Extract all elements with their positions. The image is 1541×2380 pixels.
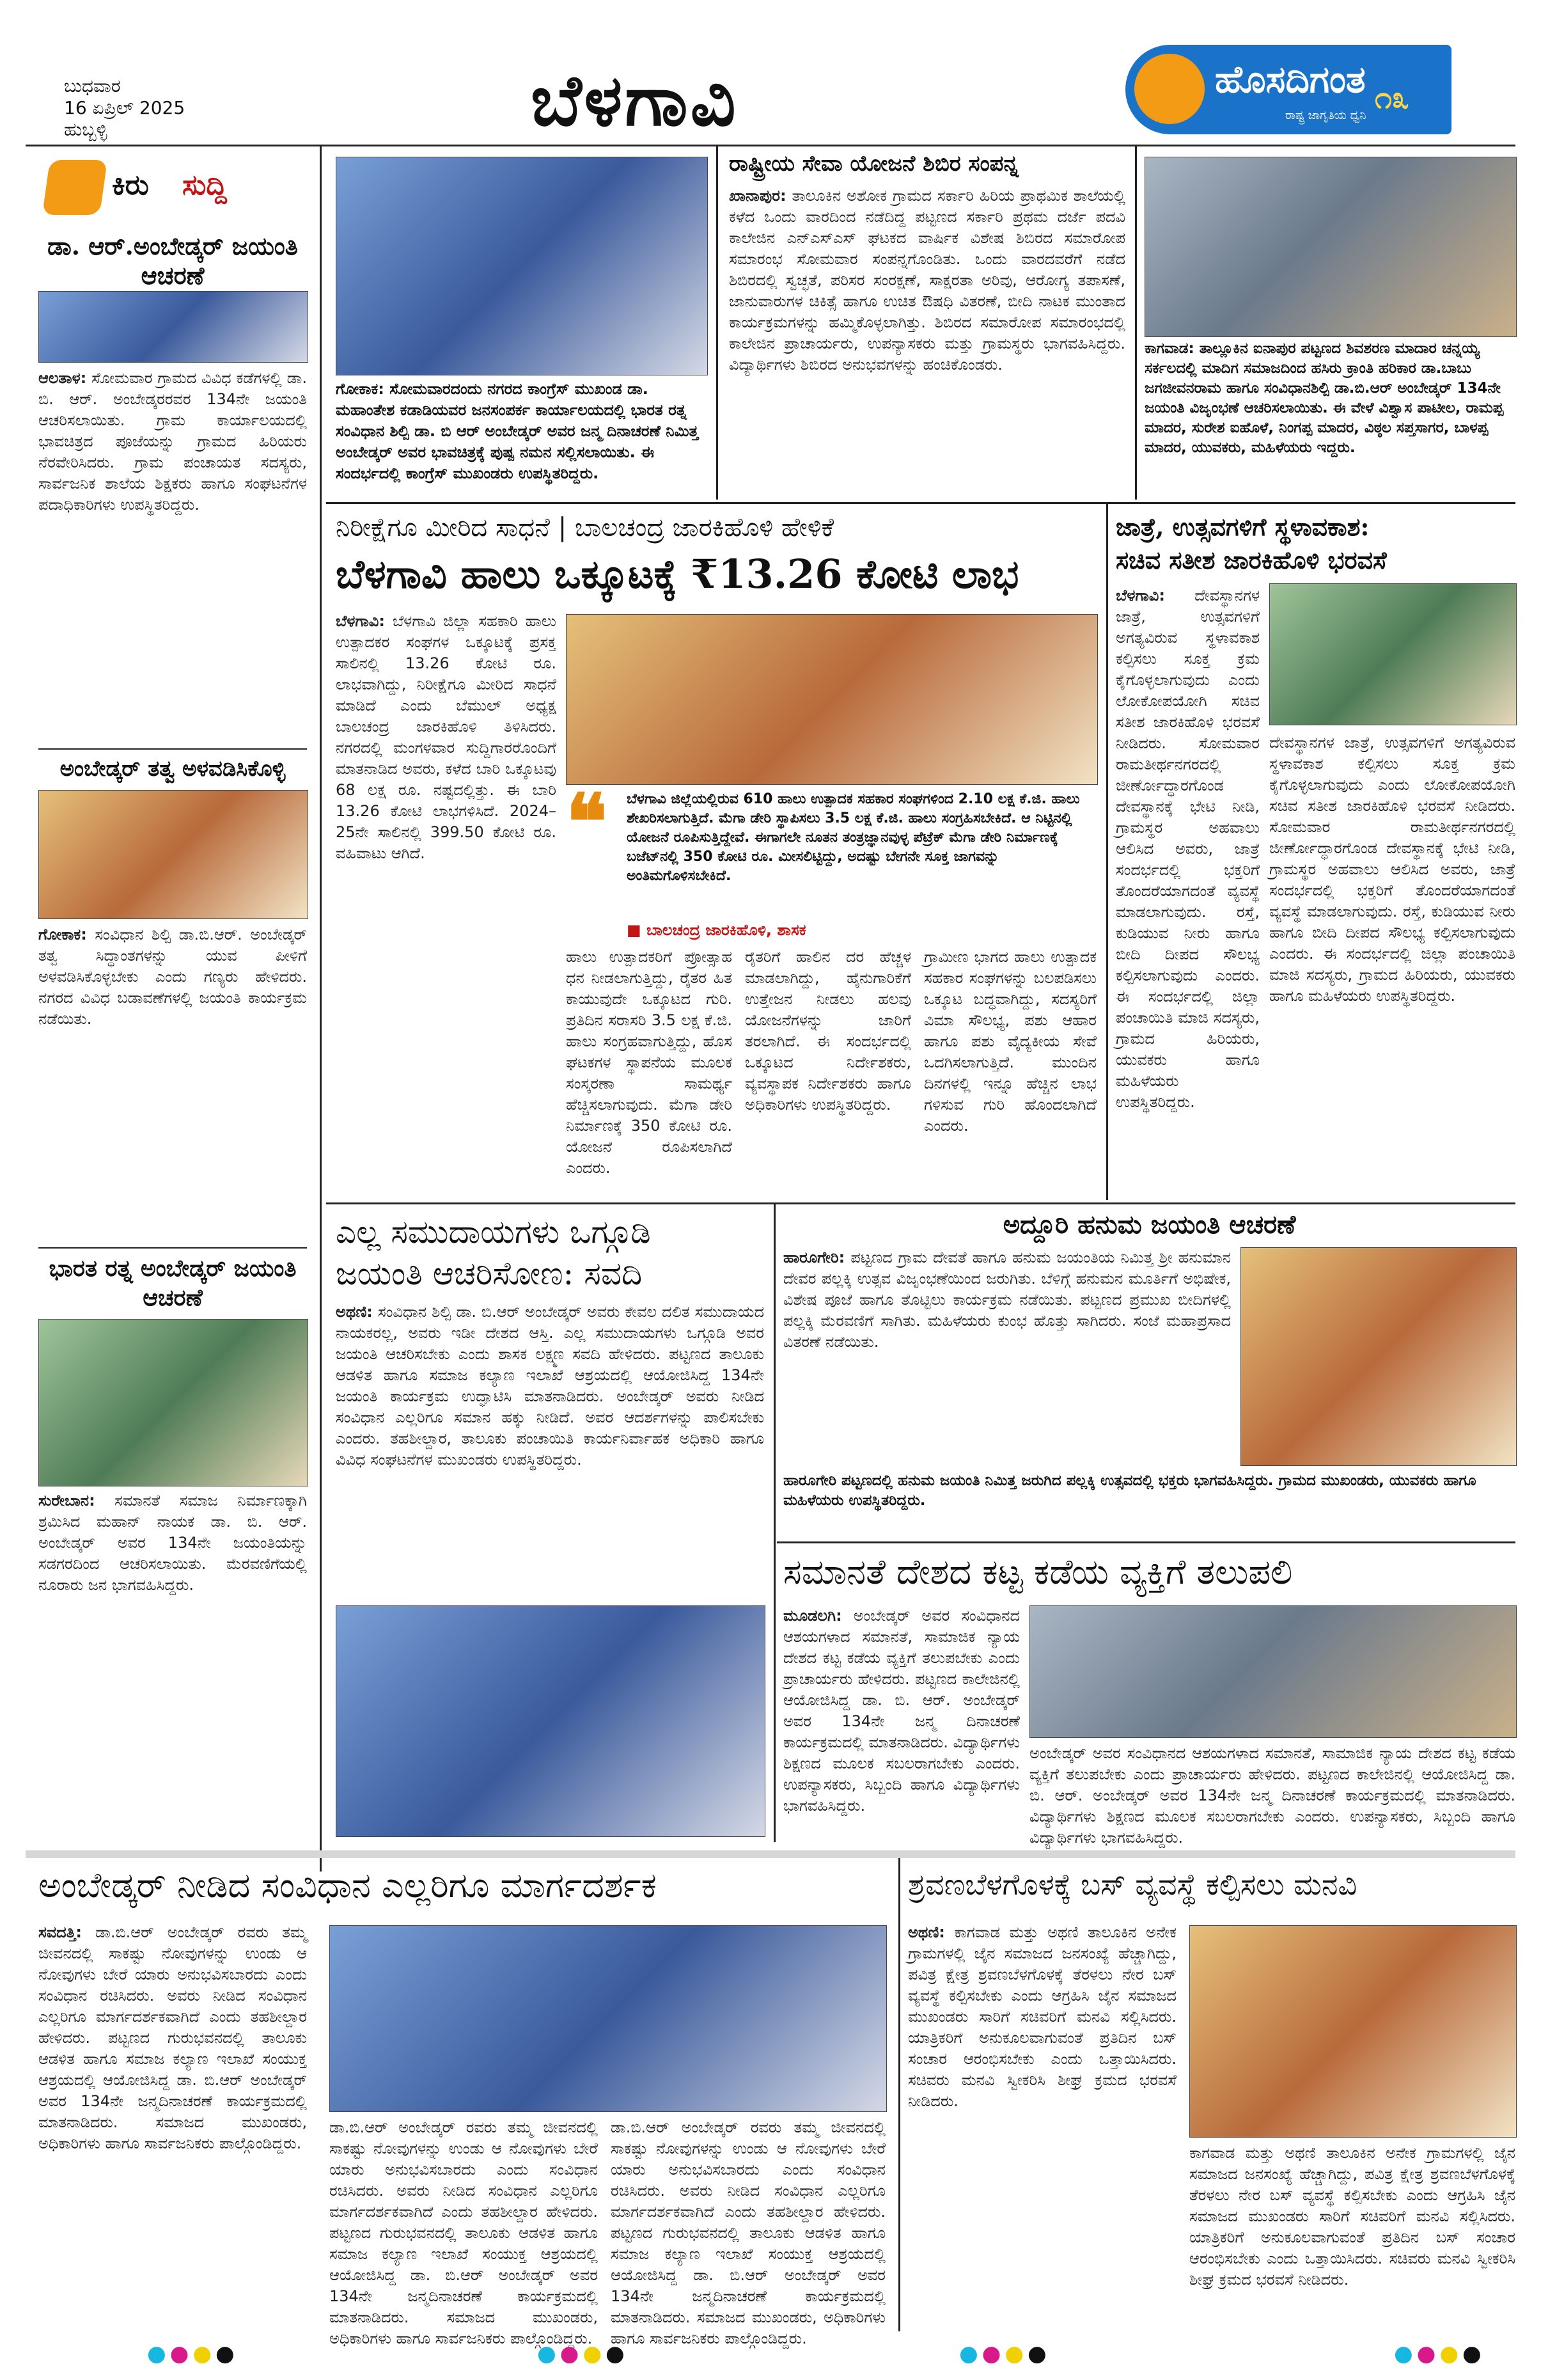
milk-headline: ಬೆಳಗಾವಿ ಹಾಲು ಒಕ್ಕೂಟಕ್ಕೆ ₹13.26 ಕೋಟಿ ಲಾಭ <box>336 551 1019 597</box>
constitution-headline: ಅಂಬೇಡ್ಕರ್ ನೀಡಿದ ಸಂವಿಧಾನ ಎಲ್ಲರಿಗೂ ಮಾರ್ಗದರ್ಶಕ <box>38 1865 657 1905</box>
masthead-city: ಹುಬ್ಬಳ್ಳಿ <box>64 119 107 140</box>
equality-body-continued: ಅಂಬೇಡ್ಕರ್ ಅವರ ಸಂವಿಧಾನದ ಆಶಯಗಳಾದ ಸಮಾನತೆ, ಸಾಮಾಜಿಕ ನ್ಯಾಯ ದೇಶದ ಕಟ್ಟ ಕಡೆಯ ವ್ಯಕ್ತಿಗೆ ತಲುಪಬೇಕು ಎಂದು ಪ್ರಾಚಾರ್ಯರು ಹೇಳಿದರು. ಪಟ್ಟಣದ ಕಾಲೇಜಿನಲ್ಲಿ ಆಯೋಜಿಸಿದ್ದ ಡಾ. ಬಿ. ಆರ್. ಅಂಬೇಡ್ಕರ್ ಅವರ 134ನೇ ಜನ್ಮ ದಿನಾಚರಣೆ ಕಾರ್ಯಕ್ರಮದಲ್ಲಿ ಮಾತನಾಡಿದರು. ವಿದ್ಯಾರ್ಥಿಗಳು ಶಿಕ್ಷಣದ ಮೂಲಕ ಸಬಲರಾಗಬೇಕು ಎಂದರು. ಉಪನ್ಯಾಸಕರು, ಸಿಬ್ಬಂದಿ ಹಾಗೂ ವಿದ್ಯಾರ್ಥಿಗಳು ಭಾಗವಹಿಸಿದ್ದರು. <box>1029 1744 1515 1847</box>
brief-1-dateline: ಆಲತಾಳ: <box>38 369 87 387</box>
page-number: ೧೩ <box>1375 80 1409 116</box>
masthead-rule <box>26 145 1515 146</box>
equality-headline: ಸಮಾನತೆ ದೇಶದ ಕಟ್ಟ ಕಡೆಯ ವ್ಯಕ್ತಿಗೆ ತಲುಪಲಿ <box>783 1552 1293 1592</box>
brief-2-body <box>38 924 307 1244</box>
brief-divider <box>38 748 307 750</box>
kagwad-photo <box>1145 157 1517 337</box>
brief-3-text: ಸಮಾನತೆ ಸಮಾಜ ನಿರ್ಮಾಣಕ್ಕಾಗಿ ಶ್ರಮಿಸಿದ ಮಹಾನ್ ನಾಯಕ ಡಾ. ಬಿ. ಆರ್. ಅಂಬೇಡ್ಕರ್ ಅವರ 134ನೇ ಜಯಂತಿಯನ್ನು ಸಡಗರದಿಂದ ಆಚರಿಸಲಾಯಿತು. ಮೆರವಣಿಗೆಯಲ್ಲಿ ನೂರಾರು ಜನ ಭಾಗವಹಿಸಿದ್ದರು. <box>38 1492 307 1594</box>
brief-1-text: ಸೋಮವಾರ ಗ್ರಾಮದ ವಿವಿಧ ಕಡೆಗಳಲ್ಲಿ ಡಾ. ಬಿ. ಆರ್. ಅಂಬೇಡ್ಕರರವರ 134ನೇ ಜಯಂತಿ ಆಚರಿಸಲಾಯಿತು. ಗ್ರಾಮ ಕಾರ್ಯಾಲಯದಲ್ಲಿ ಭಾವಚಿತ್ರದ ಪೂಜೆಯನ್ನು ಗ್ರಾಮದ ಹಿರಿಯರು ನೆರವೇರಿಸಿದರು. ಗ್ರಾಮ ಪಂಚಾಯತ ಸದಸ್ಯರು, ಸಾರ್ವಜನಿಕ ಶಾಲೆಯ ಶಿಕ್ಷಕರು ಹಾಗೂ ಸಂಘಟನೆಗಳ ಪದಾಧಿಕಾರಿಗಳು ಉಪಸ್ಥಿತರಿದ್ದರು. <box>38 369 307 514</box>
masthead-date: 16 ಏಪ್ರಿಲ್ 2025 <box>64 97 185 118</box>
nss-text: ತಾಲೂಕಿನ ಅಶೋಕ ಗ್ರಾಮದ ಸರ್ಕಾರಿ ಹಿರಿಯ ಪ್ರಾಥಮಿಕ ಶಾಲೆಯಲ್ಲಿ ಕಳೆದ ಒಂದು ವಾರದಿಂದ ನಡೆದಿದ್ದ ಪಟ್ಟಣದ ಸರ್ಕಾರಿ ಪ್ರಥಮ ದರ್ಜೆ ಪದವಿ ಕಾಲೇಜಿನ ಎನ್ಎಸ್ಎಸ್ ಘಟಕದ ವಾರ್ಷಿಕ ವಿಶೇಷ ಶಿಬಿರದ ಸಮಾರೋಪ ಸಮಾರಂಭ ಸೋಮವಾರ ಸಂಪನ್ನಗೊಂಡಿತು. ಒಂದು ವಾರದವರೆಗೆ ನಡೆದ ಶಿಬಿರದಲ್ಲಿ ಸ್ವಚ್ಛತೆ, ಪರಿಸರ ಸಂರಕ್ಷಣೆ, ಸಾಕ್ಷರತಾ ಅರಿವು, ಆರೋಗ್ಯ ತಪಾಸಣೆ, ಜಾನುವಾರುಗಳ ಚಿಕಿತ್ಸೆ ಹಾಗೂ ಉಚಿತ ಔಷಧಿ ವಿತರಣೆ, ಬೀದಿ ನಾಟಕ ಮುಂತಾದ ಕಾರ್ಯಕ್ರಮಗಳನ್ನು ಹಮ್ಮಿಕೊಳ್ಳಲಾಗಿತ್ತು. ಶಿಬಿರದ ಸಮಾರೋಪ ಸಮಾರಂಭದಲ್ಲಿ ಕಾಲೇಜಿನ ಪ್ರಾಚಾರ್ಯರು, ಉಪನ್ಯಾಸಕರು ಮತ್ತು ಗ್ರಾಮಸ್ಥರು ಭಾಗವಹಿಸಿದ್ದರು. ವಿದ್ಯಾರ್ಥಿಗಳು ಶಿಬಿರದ ಅನುಭವಗಳನ್ನು ಹಂಚಿಕೊಂಡರು. <box>729 187 1125 374</box>
milk-col-2: ಹಾಲು ಉತ್ಪಾದಕರಿಗೆ ಪ್ರೋತ್ಸಾಹ ಧನ ನೀಡಲಾಗುತ್ತಿದ್ದು, ರೈತರ ಹಿತ ಕಾಯುವುದೇ ಒಕ್ಕೂಟದ ಗುರಿ. ಪ್ರತಿದಿನ ಸರಾಸರಿ 3.5 ಲಕ್ಷ ಕೆ.ಜಿ. ಹಾಲು ಸಂಗ್ರಹವಾಗುತ್ತಿದ್ದು, ಹೊಸ ಘಟಕಗಳ ಸ್ಥಾಪನೆಯ ಮೂಲಕ ಸಂಸ್ಕರಣಾ ಸಾಮರ್ಥ್ಯ ಹೆಚ್ಚಿಸಲಾಗುವುದು. ಮೆಗಾ ಡೇರಿ ನಿರ್ಮಾಣಕ್ಕೆ 350 ಕೋಟಿ ರೂ. ಯೋಜನೆ ರೂಪಿಸಲಾಗಿದೆ ಎಂದರು. <box>566 948 732 1177</box>
brief-2-text: ಸಂವಿಧಾನ ಶಿಲ್ಪಿ ಡಾ.ಬಿ.ಆರ್. ಅಂಬೇಡ್ಕರ್ ತತ್ವ ಸಿದ್ಧಾಂತಗಳನ್ನು ಯುವ ಪೀಳಿಗೆ ಅಳವಡಿಸಿಕೊಳ್ಳಬೇಕು ಎಂದು ಗಣ್ಯರು ಹೇಳಿದರು. ನಗರದ ವಿವಿಧ ಬಡಾವಣೆಗಳಲ್ಲಿ ಜಯಂತಿ ಕಾರ್ಯಕ್ರಮ ನಡೆಯಿತು. <box>38 926 307 1028</box>
bottom-band-rule <box>26 1850 1515 1858</box>
savadi-headline-2: ಜಯಂತಿ ಆಚರಿಸೋಣ: ಸವದಿ <box>336 1255 643 1292</box>
hand-point-icon <box>42 160 107 215</box>
logo-name: ಹೊಸದಿಗಂತ <box>1215 58 1366 101</box>
nss-dateline: ಖಾನಾಪುರ: <box>729 187 786 205</box>
milk-col-4: ಗ್ರಾಮೀಣ ಭಾಗದ ಹಾಲು ಉತ್ಪಾದಕ ಸಹಕಾರ ಸಂಘಗಳನ್ನು ಬಲಪಡಿಸಲು ಒಕ್ಕೂಟ ಬದ್ಧವಾಗಿದ್ದು, ಸದಸ್ಯರಿಗೆ ವಿಮಾ ಸೌಲಭ್ಯ, ಪಶು ಆಹಾರ ಹಾಗೂ ಪಶು ವೈದ್ಯಕೀಯ ಸೇವೆ ಒದಗಿಸಲಾಗುತ್ತಿದೆ. ಮುಂದಿನ ದಿನಗಳಲ್ಲಿ ಇನ್ನೂ ಹೆಚ್ಚಿನ ಲಾಭ ಗಳಿಸುವ ಗುರಿ ಹೊಂದಲಾಗಿದೆ ಎಂದರು. <box>924 948 1097 1135</box>
equality-text: ಅಂಬೇಡ್ಕರ್ ಅವರ ಸಂವಿಧಾನದ ಆಶಯಗಳಾದ ಸಮಾನತೆ, ಸಾಮಾಜಿಕ ನ್ಯಾಯ ದೇಶದ ಕಟ್ಟ ಕಡೆಯ ವ್ಯಕ್ತಿಗೆ ತಲುಪಬೇಕು ಎಂದು ಪ್ರಾಚಾರ್ಯರು ಹೇಳಿದರು. ಪಟ್ಟಣದ ಕಾಲೇಜಿನಲ್ಲಿ ಆಯೋಜಿಸಿದ್ದ ಡಾ. ಬಿ. ಆರ್. ಅಂಬೇಡ್ಕರ್ ಅವರ 134ನೇ ಜನ್ಮ ದಿನಾಚರಣೆ ಕಾರ್ಯಕ್ರಮದಲ್ಲಿ ಮಾತನಾಡಿದರು. ವಿದ್ಯಾರ್ಥಿಗಳು ಶಿಕ್ಷಣದ ಮೂಲಕ ಸಬಲರಾಗಬೇಕು ಎಂದರು. ಉಪನ್ಯಾಸಕರು, ಸಿಬ್ಬಂದಿ ಹಾಗೂ ವಿದ್ಯಾರ್ಥಿಗಳು ಭಾಗವಹಿಸಿದ್ದರು. <box>783 1607 1020 1815</box>
registration-marks: ●●●● <box>537 2341 629 2367</box>
column-rule <box>774 1202 776 1842</box>
gokak-photo <box>336 157 708 375</box>
constitution-photo <box>329 1925 887 2112</box>
equality-body <box>783 1605 1020 1836</box>
equality-dateline: ಮೂಡಲಗಿ: <box>783 1607 842 1625</box>
constitution-body-col-2: ಡಾ.ಬಿ.ಆರ್ ಅಂಬೇಡ್ಕರ್ ರವರು ತಮ್ಮ ಜೀವನದಲ್ಲಿ ಸಾಕಷ್ಟು ನೋವುಗಳನ್ನು ಉಂಡು ಆ ನೋವುಗಳು ಬೇರೆ ಯಾರು ಅನುಭವಿಸಬಾರದು ಎಂದು ಸಂವಿಧಾನ ರಚಿಸಿದರು. ಅವರು ನೀಡಿದ ಸಂವಿಧಾನ ಎಲ್ಲರಿಗೂ ಮಾರ್ಗದರ್ಶಕವಾಗಿದೆ ಎಂದು ತಹಶೀಲ್ದಾರ ಹೇಳಿದರು. ಪಟ್ಟಣದ ಗುರುಭವನದಲ್ಲಿ ತಾಲೂಕು ಆಡಳಿತ ಹಾಗೂ ಸಮಾಜ ಕಲ್ಯಾಣ ಇಲಾಖೆ ಸಂಯುಕ್ತ ಆಶ್ರಯದಲ್ಲಿ ಆಯೋಜಿಸಿದ್ದ ಡಾ. ಬಿ.ಆರ್ ಅಂಬೇಡ್ಕರ್ ಅವರ 134ನೇ ಜನ್ಮದಿನಾಚರಣೆ ಕಾರ್ಯಕ್ರಮದಲ್ಲಿ ಮಾತನಾಡಿದರು. ಸಮಾಜದ ಮುಖಂಡರು, ಅಧಿಕಾರಿಗಳು ಹಾಗೂ ಸಾರ್ವಜನಿಕರು ಪಾಲ್ಗೊಂಡಿದ್ದರು. <box>329 2118 598 2347</box>
bus-body <box>908 1922 1177 2331</box>
brief-label-b: ಸುದ್ದಿ <box>182 169 227 201</box>
fair-text: ದೇವಸ್ಥಾನಗಳ ಜಾತ್ರೆ, ಉತ್ಸವಗಳಿಗೆ ಅಗತ್ಯವಿರುವ ಸ್ಥಳಾವಕಾಶ ಕಲ್ಪಿಸಲು ಸೂಕ್ತ ಕ್ರಮ ಕೈಗೊಳ್ಳಲಾಗುವುದು ಎಂದು ಲೋಕೋಪಯೋಗಿ ಸಚಿವ ಸತೀಶ ಜಾರಕಿಹೊಳಿ ಭರವಸೆ ನೀಡಿದರು. ಸೋಮವಾರ ರಾಮತೀರ್ಥನಗರದಲ್ಲಿ ಜೀರ್ಣೋದ್ಧಾರಗೊಂಡ ದೇವಸ್ಥಾನಕ್ಕೆ ಭೇಟಿ ನೀಡಿ, ಗ್ರಾಮಸ್ಥರ ಅಹವಾಲು ಆಲಿಸಿದ ಅವರು, ಜಾತ್ರೆ ಸಂದರ್ಭದಲ್ಲಿ ಭಕ್ತರಿಗೆ ತೊಂದರೆಯಾಗದಂತೆ ವ್ಯವಸ್ಥೆ ಮಾಡಲಾಗುವುದು. ರಸ್ತೆ, ಕುಡಿಯುವ ನೀರು ಹಾಗೂ ಬೀದಿ ದೀಪದ ಸೌಲಭ್ಯ ಕಲ್ಪಿಸಲಾಗುವುದು ಎಂದರು. ಈ ಸಂದರ್ಭದಲ್ಲಿ ಜಿಲ್ಲಾ ಪಂಚಾಯಿತಿ ಮಾಜಿ ಸದಸ್ಯರು, ಗ್ರಾಮದ ಹಿರಿಯರು, ಯುವಕರು ಹಾಗೂ ಮಹಿಳೆಯರು ಉಪಸ್ಥಿತರಿದ್ದರು. <box>1116 587 1260 1111</box>
milk-col-1 <box>336 611 556 1123</box>
hanuma-text: ಪಟ್ಟಣದ ಗ್ರಾಮ ದೇವತೆ ಹಾಗೂ ಹನುಮ ಜಯಂತಿಯ ನಿಮಿತ್ತ ಶ್ರೀ ಹನುಮಾನ ದೇವರ ಪಲ್ಲಕ್ಕಿ ಉತ್ಸವ ವಿಜೃಂಭಣೆಯಿಂದ ಜರುಗಿತು. ಬೆಳಿಗ್ಗೆ ಹನುಮನ ಮೂರ್ತಿಗೆ ಅಭಿಷೇಕ, ವಿಶೇಷ ಪೂಜೆ ಹಾಗೂ ತೊಟ್ಟಿಲು ಕಾರ್ಯಕ್ರಮ ನಡೆಯಿತು. ಪಟ್ಟಣದ ಪ್ರಮುಖ ಬೀದಿಗಳಲ್ಲಿ ಪಲ್ಲಕ್ಕಿ ಮೆರವಣಿಗೆ ಸಾಗಿತು. ಮಹಿಳೆಯರು ಕುಂಭ ಹೊತ್ತು ಸಾಗಿದರು. ಸಂಜೆ ಮಹಾಪ್ರಸಾದ ವಿತರಣೆ ನಡೆಯಿತು. <box>783 1249 1231 1351</box>
registration-marks: ●●●● <box>147 2341 239 2367</box>
logo-emblem-icon <box>1134 54 1205 124</box>
savadi-photo <box>336 1605 765 1837</box>
savadi-text: ಸಂವಿಧಾನ ಶಿಲ್ಪಿ ಡಾ. ಬಿ.ಆರ್ ಅಂಬೇಡ್ಕರ್ ಅವರು ಕೇವಲ ದಲಿತ ಸಮುದಾಯದ ನಾಯಕರಲ್ಲ, ಅವರು ಇಡೀ ದೇಶದ ಆಸ್ತಿ. ಎಲ್ಲ ಸಮುದಾಯಗಳು ಒಗ್ಗೂಡಿ ಅವರ ಜಯಂತಿ ಆಚರಿಸಬೇಕು ಎಂದು ಶಾಸಕ ಲಕ್ಷ್ಮಣ ಸವದಿ ಹೇಳಿದರು. ಪಟ್ಟಣದ ತಾಲೂಕು ಆಡಳಿತ ಹಾಗೂ ಸಮಾಜ ಕಲ್ಯಾಣ ಇಲಾಖೆ ಆಶ್ರಯದಲ್ಲಿ ಆಯೋಜಿಸಿದ್ದ 134ನೇ ಜಯಂತಿ ಕಾರ್ಯಕ್ರಮ ಉದ್ಘಾಟಿಸಿ ಮಾತನಾಡಿದರು. ಅಂಬೇಡ್ಕರ್ ಅವರು ನೀಡಿದ ಸಂವಿಧಾನ ಎಲ್ಲರಿಗೂ ಸಮಾನ ಹಕ್ಕು ನೀಡಿದೆ. ಅವರ ಆದರ್ಶಗಳನ್ನು ಪಾಲಿಸಬೇಕು ಎಂದರು. ತಹಶೀಲ್ದಾರ, ತಾಲೂಕು ಪಂಚಾಯಿತಿ ಕಾರ್ಯನಿರ್ವಾಹಕ ಅಧಿಕಾರಿ ಹಾಗೂ ವಿವಿಧ ಸಂಘಟನೆಗಳ ಮುಖಂಡರು ಉಪಸ್ಥಿತರಿದ್ದರು. <box>336 1303 764 1469</box>
section-rule <box>326 1202 1515 1204</box>
brief-label-a: ಕಿರು <box>112 169 149 201</box>
fair-body-continued: ದೇವಸ್ಥಾನಗಳ ಜಾತ್ರೆ, ಉತ್ಸವಗಳಿಗೆ ಅಗತ್ಯವಿರುವ ಸ್ಥಳಾವಕಾಶ ಕಲ್ಪಿಸಲು ಸೂಕ್ತ ಕ್ರಮ ಕೈಗೊಳ್ಳಲಾಗುವುದು ಎಂದು ಲೋಕೋಪಯೋಗಿ ಸಚಿವ ಸತೀಶ ಜಾರಕಿಹೊಳಿ ಭರವಸೆ ನೀಡಿದರು. ಸೋಮವಾರ ರಾಮತೀರ್ಥನಗರದಲ್ಲಿ ಜೀರ್ಣೋದ್ಧಾರಗೊಂಡ ದೇವಸ್ಥಾನಕ್ಕೆ ಭೇಟಿ ನೀಡಿ, ಗ್ರಾಮಸ್ಥರ ಅಹವಾಲು ಆಲಿಸಿದ ಅವರು, ಜಾತ್ರೆ ಸಂದರ್ಭದಲ್ಲಿ ಭಕ್ತರಿಗೆ ತೊಂದರೆಯಾಗದಂತೆ ವ್ಯವಸ್ಥೆ ಮಾಡಲಾಗುವುದು. ರಸ್ತೆ, ಕುಡಿಯುವ ನೀರು ಹಾಗೂ ಬೀದಿ ದೀಪದ ಸೌಲಭ್ಯ ಕಲ್ಪಿಸಲಾಗುವುದು ಎಂದರು. ಈ ಸಂದರ್ಭದಲ್ಲಿ ಜಿಲ್ಲಾ ಪಂಚಾಯಿತಿ ಮಾಜಿ ಸದಸ್ಯರು, ಗ್ರಾಮದ ಹಿರಿಯರು, ಯುವಕರು ಹಾಗೂ ಮಹಿಳೆಯರು ಉಪಸ್ಥಿತರಿದ್ದರು. <box>1269 734 1515 1005</box>
milk-dateline: ಬೆಳಗಾವಿ: <box>336 612 385 630</box>
brief-1-body <box>38 368 307 611</box>
brief-3-body <box>38 1490 307 1848</box>
bus-text: ಕಾಗವಾಡ ಮತ್ತು ಅಥಣಿ ತಾಲೂಕಿನ ಅನೇಕ ಗ್ರಾಮಗಳಲ್ಲಿ ಜೈನ ಸಮಾಜದ ಜನಸಂಖ್ಯೆ ಹೆಚ್ಚಾಗಿದ್ದು, ಪವಿತ್ರ ಕ್ಷೇತ್ರ ಶ್ರವಣಬೆಳಗೊಳಕ್ಕೆ ತೆರಳಲು ನೇರ ಬಸ್ ವ್ಯವಸ್ಥೆ ಕಲ್ಪಿಸಬೇಕು ಎಂದು ಆಗ್ರಹಿಸಿ ಜೈನ ಸಮಾಜದ ಮುಖಂಡರು ಸಾರಿಗೆ ಸಚಿವರಿಗೆ ಮನವಿ ಸಲ್ಲಿಸಿದರು. ಯಾತ್ರಿಕರಿಗೆ ಅನುಕೂಲವಾಗುವಂತೆ ಪ್ರತಿದಿನ ಬಸ್ ಸಂಚಾರ ಆರಂಭಿಸಬೇಕು ಎಂದು ಒತ್ತಾಯಿಸಿದರು. ಸಚಿವರು ಮನವಿ ಸ್ವೀಕರಿಸಿ ಶೀಘ್ರ ಕ್ರಮದ ಭರವಸೆ ನೀಡಿದರು. <box>908 1923 1177 2110</box>
brief-3-title: ಭಾರತ ರತ್ನ ಅಂಬೇಡ್ಕರ್ ಜಯಂತಿ ಆಚರಣೆ <box>49 1255 297 1311</box>
bus-dateline: ಅಥಣಿ: <box>908 1923 945 1941</box>
savadi-dateline: ಅಥಣಿ: <box>336 1303 373 1321</box>
hanuma-caption: ಹಾರೂಗೇರಿ ಪಟ್ಟಣದಲ್ಲಿ ಹನುಮ ಜಯಂತಿ ನಿಮಿತ್ತ ಜರುಗಿದ ಪಲ್ಲಕ್ಕಿ ಉತ್ಸವದಲ್ಲಿ ಭಕ್ತರು ಭಾಗವಹಿಸಿದ್ದರು. ಗ್ರಾಮದ ಮುಖಂಡರು, ಯುವಕರು ಹಾಗೂ ಮಹಿಳೆಯರು ಉಪಸ್ಥಿತರಿದ್ದರು. <box>783 1472 1476 1509</box>
bus-photo <box>1189 1925 1517 2138</box>
milk-kicker: ನಿರೀಕ್ಷೆಗೂ ಮೀರಿದ ಸಾಧನೆ | ಬಾಲಚಂದ್ರ ಜಾರಕಿಹೊಳಿ ಹೇಳಿಕೆ <box>336 513 834 542</box>
savadi-headline-1: ಎಲ್ಲ ಸಮುದಾಯಗಳು ಒಗ್ಗೂಡಿ <box>336 1213 651 1250</box>
section-rule <box>777 1541 1515 1543</box>
hanuma-body <box>783 1247 1231 1465</box>
brief-1-photo <box>38 291 308 363</box>
quote-mark-icon: ❝ <box>566 777 607 867</box>
brief-2-dateline: ಗೋಕಾಕ: <box>38 926 87 943</box>
column-rule <box>1106 503 1108 1200</box>
savadi-body <box>336 1302 764 1596</box>
milk-col-1-text: ಬೆಳಗಾವಿ ಜಿಲ್ಲಾ ಸಹಕಾರಿ ಹಾಲು ಉತ್ಪಾದಕರ ಸಂಘಗಳ ಒಕ್ಕೂಟಕ್ಕೆ ಪ್ರಸಕ್ತ ಸಾಲಿನಲ್ಲಿ 13.26 ಕೋಟಿ ರೂ. ಲಾಭವಾಗಿದ್ದು, ನಿರೀಕ್ಷೆಗೂ ಮೀರಿದ ಸಾಧನೆ ಮಾಡಿದೆ ಎಂದು ಬೆಮುಲ್ ಅಧ್ಯಕ್ಷ ಬಾಲಚಂದ್ರ ಜಾರಕಿಹೊಳಿ ತಿಳಿಸಿದರು. ನಗರದಲ್ಲಿ ಮಂಗಳವಾರ ಸುದ್ದಿಗಾರರೊಂದಿಗೆ ಮಾತನಾಡಿದ ಅವರು, ಕಳೆದ ಬಾರಿ ಒಕ್ಕೂಟವು 68 ಲಕ್ಷ ರೂ. ನಷ್ಟದಲ್ಲಿತ್ತು. ಈ ಬಾರಿ 13.26 ಕೋಟಿ ಲಾಭಗಳಿಸಿದೆ. 2024–25ನೇ ಸಾಲಿನಲ್ಲಿ 399.50 ಕೋಟಿ ರೂ. ವಹಿವಾಟು ಆಗಿದೆ. <box>336 612 556 862</box>
constitution-text: ಡಾ.ಬಿ.ಆರ್ ಅಂಬೇಡ್ಕರ್ ರವರು ತಮ್ಮ ಜೀವನದಲ್ಲಿ ಸಾಕಷ್ಟು ನೋವುಗಳನ್ನು ಉಂಡು ಆ ನೋವುಗಳು ಬೇರೆ ಯಾರು ಅನುಭವಿಸಬಾರದು ಎಂದು ಸಂವಿಧಾನ ರಚಿಸಿದರು. ಅವರು ನೀಡಿದ ಸಂವಿಧಾನ ಎಲ್ಲರಿಗೂ ಮಾರ್ಗದರ್ಶಕವಾಗಿದೆ ಎಂದು ತಹಶೀಲ್ದಾರ ಹೇಳಿದರು. ಪಟ್ಟಣದ ಗುರುಭವನದಲ್ಲಿ ತಾಲೂಕು ಆಡಳಿತ ಹಾಗೂ ಸಮಾಜ ಕಲ್ಯಾಣ ಇಲಾಖೆ ಸಂಯುಕ್ತ ಆಶ್ರಯದಲ್ಲಿ ಆಯೋಜಿಸಿದ್ದ ಡಾ. ಬಿ.ಆರ್ ಅಂಬೇಡ್ಕರ್ ಅವರ 134ನೇ ಜನ್ಮದಿನಾಚರಣೆ ಕಾರ್ಯಕ್ರಮದಲ್ಲಿ ಮಾತನಾಡಿದರು. ಸಮಾಜದ ಮುಖಂಡರು, ಅಧಿಕಾರಿಗಳು ಹಾಗೂ ಸಾರ್ವಜನಿಕರು ಪಾಲ್ಗೊಂಡಿದ್ದರು. <box>38 1923 307 2152</box>
registration-marks: ●●●● <box>959 2341 1051 2367</box>
constitution-body-col-3: ಡಾ.ಬಿ.ಆರ್ ಅಂಬೇಡ್ಕರ್ ರವರು ತಮ್ಮ ಜೀವನದಲ್ಲಿ ಸಾಕಷ್ಟು ನೋವುಗಳನ್ನು ಉಂಡು ಆ ನೋವುಗಳು ಬೇರೆ ಯಾರು ಅನುಭವಿಸಬಾರದು ಎಂದು ಸಂವಿಧಾನ ರಚಿಸಿದರು. ಅವರು ನೀಡಿದ ಸಂವಿಧಾನ ಎಲ್ಲರಿಗೂ ಮಾರ್ಗದರ್ಶಕವಾಗಿದೆ ಎಂದು ತಹಶೀಲ್ದಾರ ಹೇಳಿದರು. ಪಟ್ಟಣದ ಗುರುಭವನದಲ್ಲಿ ತಾಲೂಕು ಆಡಳಿತ ಹಾಗೂ ಸಮಾಜ ಕಲ್ಯಾಣ ಇಲಾಖೆ ಸಂಯುಕ್ತ ಆಶ್ರಯದಲ್ಲಿ ಆಯೋಜಿಸಿದ್ದ ಡಾ. ಬಿ.ಆರ್ ಅಂಬೇಡ್ಕರ್ ಅವರ 134ನೇ ಜನ್ಮದಿನಾಚರಣೆ ಕಾರ್ಯಕ್ರಮದಲ್ಲಿ ಮಾತನಾಡಿದರು. ಸಮಾಜದ ಮುಖಂಡರು, ಅಧಿಕಾರಿಗಳು ಹಾಗೂ ಸಾರ್ವಜನಿಕರು ಪಾಲ್ಗೊಂಡಿದ್ದರು. <box>611 2118 886 2347</box>
fair-photo <box>1269 583 1517 725</box>
bus-body-continued: ಕಾಗವಾಡ ಮತ್ತು ಅಥಣಿ ತಾಲೂಕಿನ ಅನೇಕ ಗ್ರಾಮಗಳಲ್ಲಿ ಜೈನ ಸಮಾಜದ ಜನಸಂಖ್ಯೆ ಹೆಚ್ಚಾಗಿದ್ದು, ಪವಿತ್ರ ಕ್ಷೇತ್ರ ಶ್ರವಣಬೆಳಗೊಳಕ್ಕೆ ತೆರಳಲು ನೇರ ಬಸ್ ವ್ಯವಸ್ಥೆ ಕಲ್ಪಿಸಬೇಕು ಎಂದು ಆಗ್ರಹಿಸಿ ಜೈನ ಸಮಾಜದ ಮುಖಂಡರು ಸಾರಿಗೆ ಸಚಿವರಿಗೆ ಮನವಿ ಸಲ್ಲಿಸಿದರು. ಯಾತ್ರಿಕರಿಗೆ ಅನುಕೂಲವಾಗುವಂತೆ ಪ್ರತಿದಿನ ಬಸ್ ಸಂಚಾರ ಆರಂಭಿಸಬೇಕು ಎಂದು ಒತ್ತಾಯಿಸಿದರು. ಸಚಿವರು ಮನವಿ ಸ್ವೀಕರಿಸಿ ಶೀಘ್ರ ಕ್ರಮದ ಭರವಸೆ ನೀಡಿದರು. <box>1189 2144 1515 2289</box>
hanuma-dateline: ಹಾರೂಗೇರಿ: <box>783 1249 845 1266</box>
fair-headline-2: ಸಚಿವ ಸತೀಶ ಜಾರಕಿಹೊಳಿ ಭರವಸೆ <box>1116 546 1387 574</box>
section-rule <box>326 502 1515 504</box>
logo-tagline: ರಾಷ್ಟ್ರ ಜಾಗೃತಿಯ ಧ್ವನಿ <box>1285 109 1366 122</box>
column-rule <box>320 145 322 1872</box>
column-rule <box>716 145 718 500</box>
milk-photo <box>566 614 1098 785</box>
constitution-body <box>38 1922 307 2331</box>
bus-headline: ಶ್ರವಣಬೆಳಗೊಳಕ್ಕೆ ಬಸ್ ವ್ಯವಸ್ಥೆ ಕಲ್ಪಿಸಲು ಮನವಿ <box>908 1867 1357 1902</box>
brief-section-label <box>38 154 288 224</box>
brief-2-title: ಅಂಬೇಡ್ಕರ್ ತತ್ವ ಅಳವಡಿಸಿಕೊಳ್ಳಿ <box>59 756 286 782</box>
brief-divider <box>38 1247 307 1249</box>
registration-marks: ●●●● <box>1394 2341 1485 2367</box>
milk-col-3: ರೈತರಿಗೆ ಹಾಲಿನ ದರ ಹೆಚ್ಚಳ ಮಾಡಲಾಗಿದ್ದು, ಹೈನುಗಾರಿಕೆಗೆ ಉತ್ತೇಜನ ನೀಡಲು ಹಲವು ಯೋಜನೆಗಳನ್ನು ಜಾರಿಗೆ ತರಲಾಗಿದೆ. ಈ ಸಂದರ್ಭದಲ್ಲಿ ಒಕ್ಕೂಟದ ನಿರ್ದೇಶಕರು, ವ್ಯವಸ್ಥಾಪಕ ನಿರ್ದೇಶಕರು ಹಾಗೂ ಅಧಿಕಾರಿಗಳು ಉಪಸ್ಥಿತರಿದ್ದರು. <box>745 948 911 1114</box>
gokak-caption: ಗೋಕಾಕ: ಸೋಮವಾರದಂದು ನಗರದ ಕಾಂಗ್ರೆಸ್ ಮುಖಂಡ ಡಾ. ಮಹಾಂತೇಶ ಕಡಾಡಿಯವರ ಜನಸಂಪರ್ಕ ಕಾರ್ಯಾಲಯದಲ್ಲಿ ಭಾರತ ರತ್ನ ಸಂವಿಧಾನ ಶಿಲ್ಪಿ ಡಾ. ಬಿ ಆರ್ ಅಂಬೇಡ್ಕರ್ ಅವರ ಜನ್ಮ ದಿನಾಚರಣೆ ನಿಮಿತ್ತ ಅಂಬೇಡ್ಕರ್ ಅವರ ಭಾವಚಿತ್ರಕ್ಕೆ ಪುಷ್ಪ ನಮನ ಸಲ್ಲಿಸಲಾಯಿತು. ಈ ಸಂದರ್ಭದಲ್ಲಿ ಕಾಂಗ್ರೆಸ್ ಮುಖಂಡರು ಉಪಸ್ಥಿತರಿದ್ದರು. <box>336 380 699 482</box>
milk-quote: ಬೆಳಗಾವಿ ಜಿಲ್ಲೆಯಲ್ಲಿರುವ 610 ಹಾಲು ಉತ್ಪಾದಕ ಸಹಕಾರ ಸಂಘಗಳಿಂದ 2.10 ಲಕ್ಷ ಕೆ.ಜಿ. ಹಾಲು ಶೇಖರಿಸಲಾಗುತ್ತಿದೆ. ಮೆಗಾ ಡೇರಿ ಸ್ಥಾಪಿಸಲು 3.5 ಲಕ್ಷ ಕೆ.ಜಿ. ಹಾಲು ಸಂಗ್ರಹಿಸಬೇಕಿದೆ. ಆ ನಿಟ್ಟಿನಲ್ಲಿ ಯೋಜನೆ ರೂಪಿಸುತ್ತಿದ್ದೇವೆ. ಈಗಾಗಲೇ ನೂತನ ತಂತ್ರಜ್ಞಾನವುಳ್ಳ ಪೆಟ್ರೆಕ್ ಮೆಗಾ ಡೇರಿ ನಿರ್ಮಾಣಕ್ಕೆ ಬಜೆಟ್‌ನಲ್ಲಿ 350 ಕೋಟಿ ರೂ. ಮೀಸಲಿಟ್ಟಿದ್ದು, ಅದಷ್ಟು ಬೇಗನೇ ಸೂಕ್ತ ಜಾಗವನ್ನು ಅಂತಿಮಗೊಳಿಸಬೇಕಿದೆ. <box>627 791 1080 884</box>
fair-dateline: ಬೆಳಗಾವಿ: <box>1116 587 1165 604</box>
masthead-day: ಬುಧವಾರ <box>64 75 121 97</box>
milk-quote-by: ■ ಬಾಲಚಂದ್ರ ಜಾರಕಿಹೊಳಿ, ಶಾಸಕ <box>627 921 806 939</box>
brief-3-photo <box>38 1319 308 1486</box>
newspaper-logo <box>1125 45 1451 134</box>
fair-headline-1: ಜಾತ್ರೆ, ಉತ್ಸವಗಳಿಗೆ ಸ್ಥಳಾವಕಾಶ: <box>1116 512 1370 541</box>
brief-2-photo <box>38 790 308 919</box>
nss-body <box>729 185 1125 493</box>
milk-quote-box <box>566 777 1097 940</box>
constitution-dateline: ಸವದತ್ತಿ: <box>38 1923 82 1941</box>
hanuma-photo <box>1240 1247 1517 1466</box>
fair-body <box>1116 585 1260 1111</box>
hanuma-headline: ಅದ್ದೂರಿ ಹನುಮ ಜಯಂತಿ ಆಚರಣೆ <box>1003 1210 1296 1240</box>
column-rule <box>1135 145 1137 500</box>
column-rule <box>898 1858 900 2331</box>
section-title: ಬೆಳಗಾವಿ <box>531 59 739 141</box>
brief-1-title: ಡಾ. ಆರ್.ಅಂಬೇಡ್ಕರ್ ಜಯಂತಿ ಆಚರಣೆ <box>47 232 298 290</box>
masthead-date-block <box>64 75 185 141</box>
brief-3-dateline: ಸುರೇಬಾನ: <box>38 1492 95 1509</box>
equality-photo <box>1029 1605 1517 1738</box>
kagwad-caption: ಕಾಗವಾಡ: ತಾಲ್ಲೂಕಿನ ಐನಾಪುರ ಪಟ್ಟಣದ ಶಿವಶರಣ ಮಾದಾರ ಚನ್ನಯ್ಯ ಸರ್ಕಲದಲ್ಲಿ ಮಾದಿಗ ಸಮಾಜದಿಂದ ಹಸಿರು ಕ್ರಾಂತಿ ಹರಿಕಾರ ಡಾ.ಬಾಬು ಜಗಜೀವನರಾಮ ಹಾಗೂ ಸಂವಿಧಾನಶಿಲ್ಪಿ ಡಾ.ಬಿ.ಆರ್ ಅಂಬೇಡ್ಕರ್ 134ನೇ ಜಯಂತಿ ವಿಜೃಂಭಣೆ ಆಚರಿಸಲಾಯಿತು. ಈ ವೇಳೆ ವಿಶ್ವಾಸ ಪಾಟೀಲ, ರಾಮಪ್ಪ ಮಾದರ, ಸುರೇಶ ಐಹೊಳೆ, ನಿಂಗಪ್ಪ ಮಾದರ, ವಿಠ್ಠಲ ಸಪ್ತಸಾಗರ, ಬಾಳಪ್ಪ ಮಾದರ, ಯುವಕರು, ಮಹಿಳೆಯರು ಇದ್ದರು. <box>1145 340 1504 456</box>
nss-headline: ರಾಷ್ಟ್ರೀಯ ಸೇವಾ ಯೋಜನೆ ಶಿಬಿರ ಸಂಪನ್ನ <box>729 151 1019 177</box>
